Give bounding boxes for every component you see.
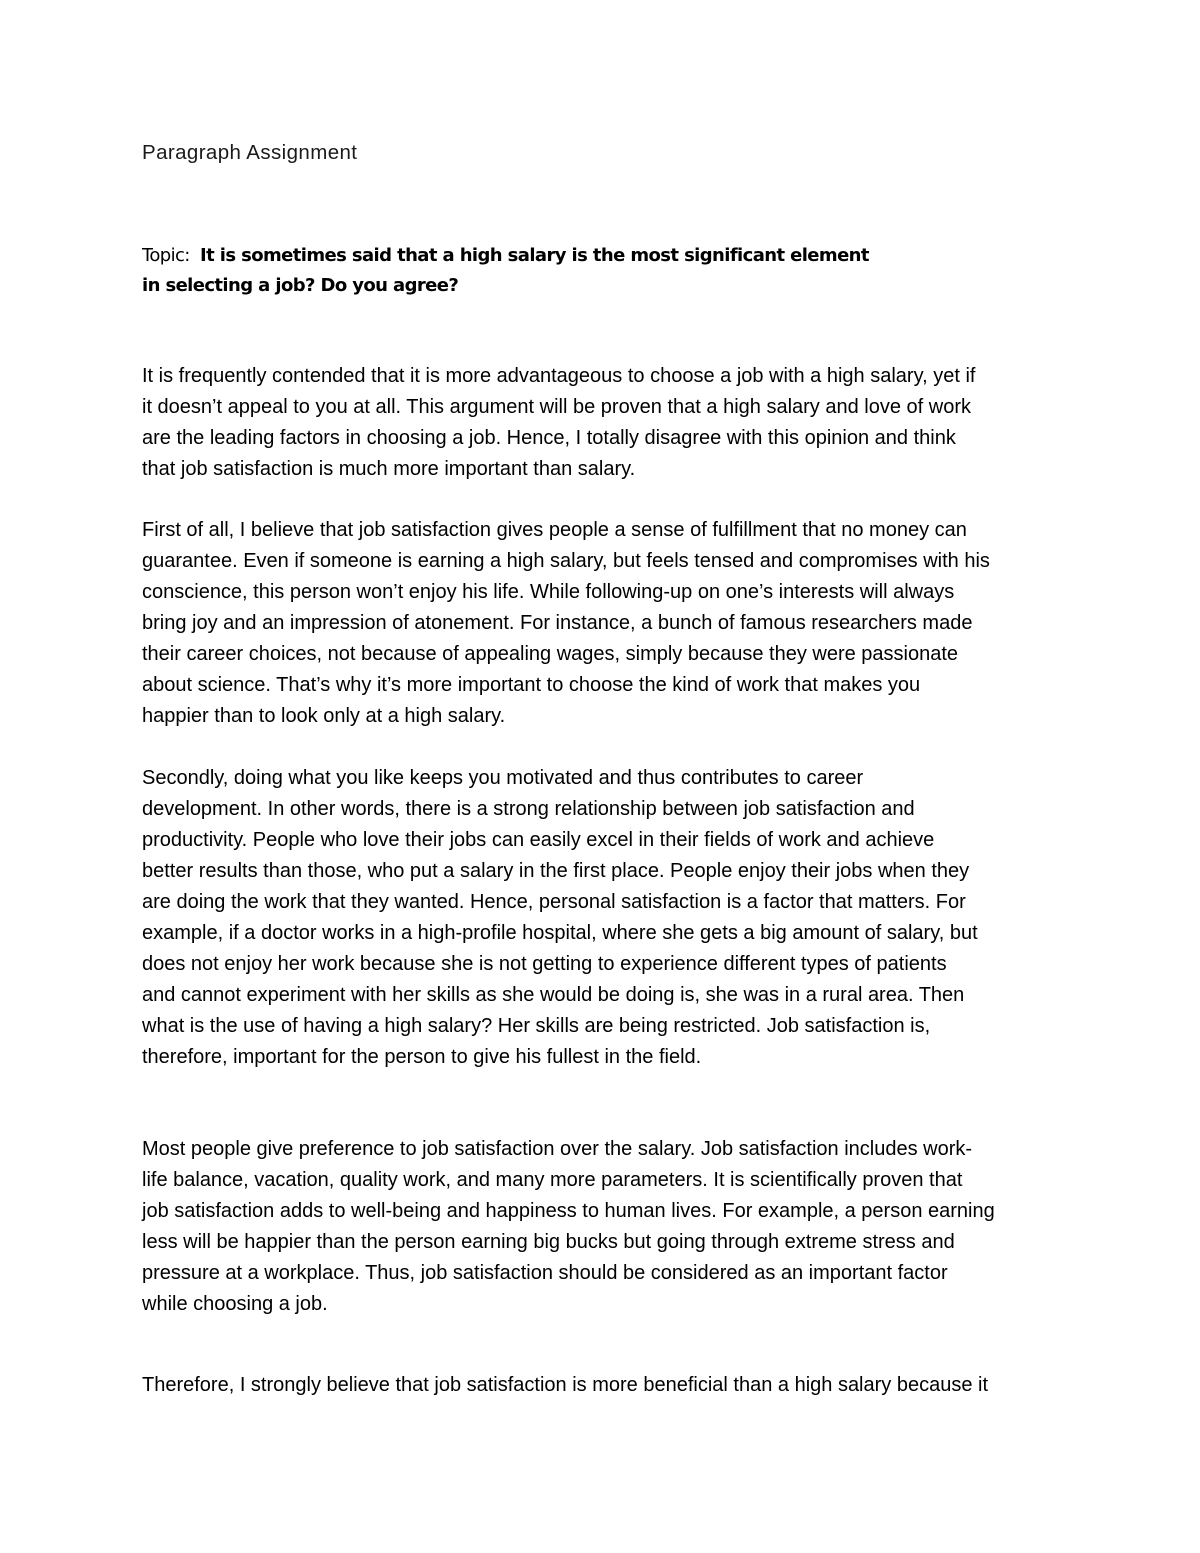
- topic-question-line: It is sometimes said that a high salary is the most significant element: [200, 245, 869, 266]
- text-line: that job satisfaction is much more important than salary.: [142, 458, 636, 480]
- text-line: it doesn’t appeal to you at all. This argument will be proven that a high salary and love of work: [142, 396, 971, 418]
- text-line: bring joy and an impression of atonement. For instance, a bunch of famous researchers made: [142, 612, 973, 634]
- text-line: example, if a doctor works in a high-profile hospital, where she gets a big amount of salary, but: [142, 922, 978, 944]
- text-line: productivity. People who love their jobs can easily excel in their fields of work and achieve: [142, 829, 935, 851]
- text-line: their career choices, not because of appealing wages, simply because they were passionate: [142, 643, 959, 665]
- topic-question-line: in selecting a job? Do you agree?: [142, 275, 459, 296]
- text-line: are the leading factors in choosing a job. Hence, I totally disagree with this opinion and think: [142, 427, 956, 449]
- paragraph-conclusion: [142, 1370, 1072, 1401]
- text-line: less will be happier than the person earning big bucks but going through extreme stress and: [142, 1231, 955, 1253]
- text-line: Secondly, doing what you like keeps you motivated and thus contributes to career: [142, 767, 864, 789]
- text-line: while choosing a job.: [142, 1293, 328, 1315]
- text-line: Most people give preference to job satisfaction over the salary. Job satisfaction includes work-: [142, 1138, 973, 1160]
- text-line: therefore, important for the person to give his fullest in the field.: [142, 1046, 702, 1068]
- text-line: better results than those, who put a salary in the first place. People enjoy their jobs when they: [142, 860, 970, 882]
- text-line: happier than to look only at a high salary.: [142, 705, 506, 727]
- text-line: and cannot experiment with her skills as she would be doing is, she was in a rural area. Then: [142, 984, 965, 1006]
- text-line: life balance, vacation, quality work, and many more parameters. It is scientifically proven that: [142, 1169, 963, 1191]
- paragraph-intro: [142, 361, 1072, 485]
- text-line: It is frequently contended that it is more advantageous to choose a job with a high salary, yet if: [142, 365, 976, 387]
- text-line: First of all, I believe that job satisfaction gives people a sense of fulfillment that no money can: [142, 519, 967, 541]
- paragraph-second: [142, 763, 1072, 1073]
- text-line: does not enjoy her work because she is not getting to experience different types of patients: [142, 953, 947, 975]
- text-line: guarantee. Even if someone is earning a high salary, but feels tensed and compromises with his: [142, 550, 990, 572]
- text-line: job satisfaction adds to well-being and happiness to human lives. For example, a person earning: [142, 1200, 995, 1222]
- topic-block: [142, 241, 902, 301]
- text-line: about science. That’s why it’s more important to choose the kind of work that makes you: [142, 674, 921, 696]
- text-line: what is the use of having a high salary? Her skills are being restricted. Job satisfaction is,: [142, 1015, 931, 1037]
- topic-line: [142, 241, 902, 271]
- text-line: are doing the work that they wanted. Hence, personal satisfaction is a factor that matters. For: [142, 891, 966, 913]
- page-title: Paragraph Assignment: [142, 141, 358, 164]
- text-line: conscience, this person won’t enjoy his life. While following-up on one’s interests will always: [142, 581, 955, 603]
- paragraph-third: [142, 1134, 1072, 1320]
- text-line: development. In other words, there is a strong relationship between job satisfaction and: [142, 798, 915, 820]
- text-line: Therefore, I strongly believe that job satisfaction is more beneficial than a high salary because it: [142, 1374, 989, 1396]
- paragraph-first: [142, 515, 1072, 732]
- text-line: pressure at a workplace. Thus, job satisfaction should be considered as an important factor: [142, 1262, 948, 1284]
- topic-label: Topic:: [142, 245, 190, 266]
